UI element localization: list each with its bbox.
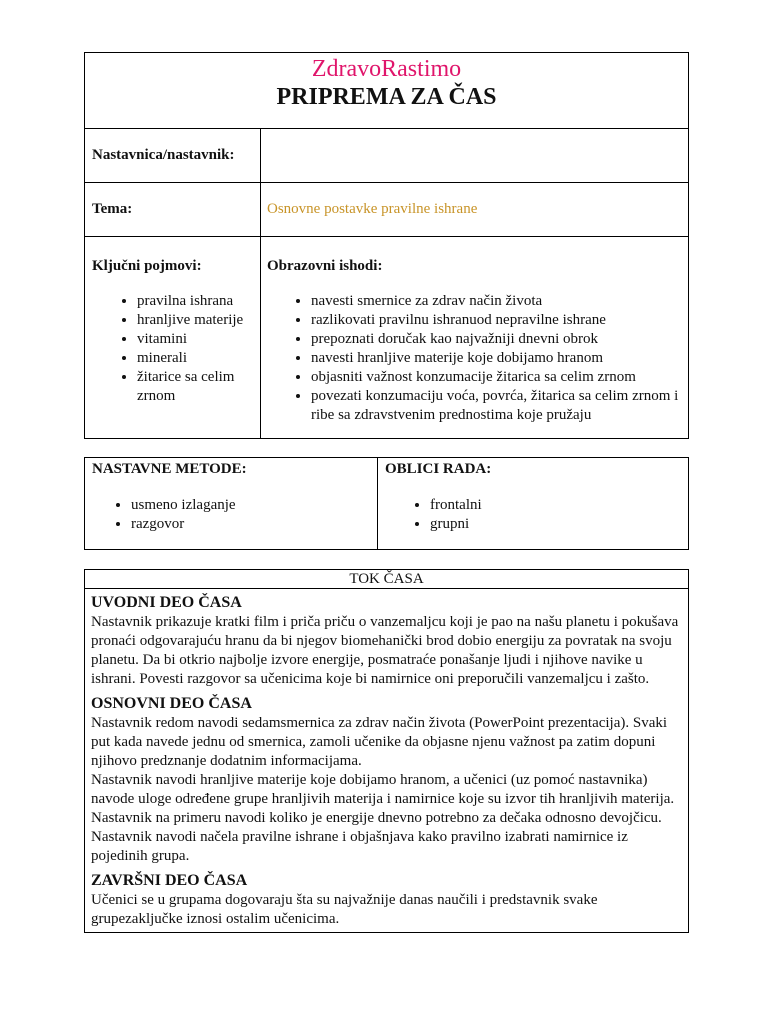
methods-label: NASTAVNE METODE: <box>92 461 247 477</box>
brand-title: ZdravoRastimo <box>311 56 462 82</box>
methods-table <box>84 457 689 550</box>
outcomes-cell <box>261 237 689 439</box>
forms-list <box>378 496 688 534</box>
list-item: • grupni <box>430 515 688 534</box>
topic-value: Osnovne postavke pravilne ishrane <box>261 183 689 237</box>
main-paragraph: Nastavnik redom navodi sedamsmernica za zdrav način života (PowerPoint prezentacija). Svaki put kada navede jednu od smernica, zamoli učenike da objasne njenu važnost pa zatim dopuni njihovo predznanje dodatnim informacijama. <box>91 715 668 769</box>
list-item: • hranljive materije <box>137 311 260 330</box>
flow-header: TOK ČASA <box>85 570 689 589</box>
forms-cell <box>378 458 689 550</box>
lesson-flow-table <box>84 569 689 933</box>
list-item: • vitamini <box>137 330 260 349</box>
list-item: • navesti smernice za zdrav način života <box>311 292 680 311</box>
list-item: • objasniti važnost konzumacije žitarica sa celim zrnom <box>311 368 680 387</box>
list-item: • razgovor <box>131 515 377 534</box>
topic-label: Tema: <box>85 183 261 237</box>
list-item: • prepoznati doručak kao najvažniji dnevni obrok <box>311 330 680 349</box>
list-item: • povezati konzumaciju voća, povrća, žitarica sa celim zrnom i ribe sa zdravstvenim prednostima koje pružaju <box>311 387 680 425</box>
key-terms-list <box>85 292 260 406</box>
list-item: • žitarice sa celim zrnom <box>137 368 260 406</box>
methods-cell <box>85 458 378 550</box>
methods-list <box>85 496 377 534</box>
main-paragraph: Nastavnik navodi načela pravilne ishrane i objašnjava kako pravilno izabrati namirnice iz pojedinih grupa. <box>91 829 628 864</box>
page-title: PRIPREMA ZA ČAS <box>276 84 497 110</box>
list-item: • minerali <box>137 349 260 368</box>
final-text: Učenici se u grupama dogovaraju šta su najvažnije danas naučili i predstavnik svake grupezaključke iznosi ostalim učenicima. <box>91 892 598 927</box>
flow-body <box>85 589 689 933</box>
outcomes-list <box>261 292 688 425</box>
intro-text: Nastavnik prikazuje kratki film i priča priču o vanzemaljcu koji je pao na našu planetu i pokušava pronaći odgovarajuću hranu da bi njegov biomehanički brod dobio energiju za povratak na svoju planetu. Da bi otkrio najbolje izvore energije, posmatraće ponašanje ljudi i njihove navike u ishrani. Povesti razgovor sa učenicima koje bi namirnice oni preporučili vanzemaljcu i zašto. <box>91 614 679 687</box>
intro-title: UVODNI DEO ČASA <box>91 594 242 611</box>
lesson-info-table <box>84 52 689 439</box>
list-item: • pravilna ishrana <box>137 292 260 311</box>
key-terms-cell <box>85 237 261 439</box>
main-paragraph: Nastavnik navodi hranljive materije koje dobijamo hranom, a učenici (uz pomoć nastavnika) navode uloge određene grupe hranljivih materija i namirnice koje su izvor tih hranljivih materija. <box>91 772 675 807</box>
forms-label: OBLICI RADA: <box>385 461 492 477</box>
header-cell <box>85 53 689 129</box>
main-title: OSNOVNI DEO ČASA <box>91 695 252 712</box>
teacher-value <box>261 129 689 183</box>
list-item: • usmeno izlaganje <box>131 496 377 515</box>
list-item: • frontalni <box>430 496 688 515</box>
list-item: • navesti hranljive materije koje dobijamo hranom <box>311 349 680 368</box>
list-item: • razlikovati pravilnu ishranuod nepravilne ishrane <box>311 311 680 330</box>
outcomes-label: Obrazovni ishodi: <box>267 258 383 274</box>
teacher-label: Nastavnica/nastavnik: <box>85 129 261 183</box>
key-terms-label: Ključni pojmovi: <box>92 258 202 274</box>
final-title: ZAVRŠNI DEO ČASA <box>91 872 248 889</box>
main-paragraph: Nastavnik na primeru navodi koliko je energije dnevno potrebno za dečaka odnosno devojčicu. <box>91 810 662 826</box>
